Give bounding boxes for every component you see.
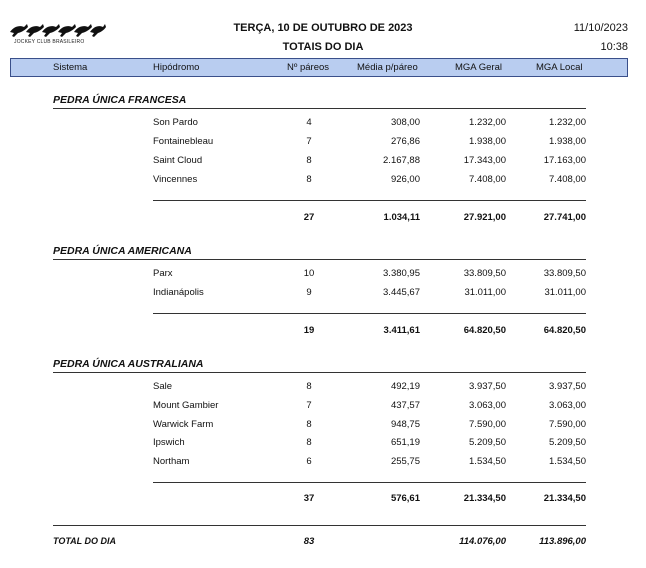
report-time: 10:38 [600, 41, 628, 53]
row-pareos: 4 [306, 117, 312, 128]
row-mga-local: 3.063,00 [549, 400, 586, 411]
row-media: 492,19 [390, 381, 420, 392]
row-media: 276,86 [390, 136, 420, 147]
row-pareos: 10 [303, 268, 315, 279]
row-mga-local: 5.209,50 [549, 437, 586, 448]
row-mga-local: 7.408,00 [549, 174, 586, 185]
grand-total-mga-local: 113.896,00 [539, 536, 586, 547]
row-media: 651,19 [390, 437, 420, 448]
row-pareos: 8 [306, 419, 312, 430]
row-pareos: 8 [306, 155, 312, 166]
section-divider [53, 108, 586, 109]
row-media: 926,00 [390, 174, 420, 185]
row-hipodromo: Mount Gambier [153, 400, 219, 411]
row-mga-geral: 17.343,00 [463, 155, 506, 166]
row-media: 437,57 [390, 400, 420, 411]
report-title: TERÇA, 10 DE OUTUBRO DE 2023 [233, 22, 413, 34]
row-hipodromo: Sale [153, 381, 173, 392]
column-header-bar [10, 58, 628, 77]
col-mga-geral: MGA Geral [455, 62, 502, 73]
row-mga-geral: 7.408,00 [469, 174, 506, 185]
section-title-australiana: PEDRA ÚNICA AUSTRALIANA [53, 358, 204, 370]
grand-total-pareos: 83 [303, 536, 315, 547]
row-mga-local: 1.232,00 [549, 117, 586, 128]
row-mga-local: 17.163,00 [543, 155, 586, 166]
col-pareos: Nº páreos [287, 62, 330, 73]
row-mga-geral: 1.232,00 [469, 117, 506, 128]
subtotal-divider [153, 482, 586, 483]
subtotal-pareos: 37 [303, 493, 315, 504]
section-title-americana: PEDRA ÚNICA AMERICANA [53, 245, 192, 257]
section-title-francesa: PEDRA ÚNICA FRANCESA [53, 94, 187, 106]
row-media: 3.445,67 [383, 287, 420, 298]
col-hipodromo: Hipódromo [153, 62, 200, 73]
row-mga-local: 3.937,50 [549, 381, 586, 392]
section-divider [53, 259, 586, 260]
row-hipodromo: Ipswich [153, 437, 185, 448]
row-mga-local: 31.011,00 [544, 287, 586, 298]
subtotal-mga-geral: 21.334,50 [463, 493, 506, 504]
row-mga-geral: 5.209,50 [469, 437, 506, 448]
row-mga-local: 7.590,00 [549, 419, 586, 430]
row-mga-geral: 3.937,50 [469, 381, 506, 392]
col-media: Média p/páreo [357, 62, 418, 73]
subtotal-mga-local: 21.334,50 [543, 493, 586, 504]
row-media: 308,00 [390, 117, 420, 128]
grand-total-mga-geral: 114.076,00 [459, 536, 506, 547]
row-mga-geral: 3.063,00 [469, 400, 506, 411]
grand-total-divider [53, 525, 586, 526]
col-sistema: Sistema [53, 62, 88, 73]
row-mga-local: 1.534,50 [549, 456, 586, 467]
row-mga-geral: 31.011,00 [464, 287, 506, 298]
subtotal-media: 576,61 [390, 493, 420, 504]
row-mga-local: 1.938,00 [549, 136, 586, 147]
logo-text: JOCKEY CLUB BRASILEIRO [14, 39, 85, 45]
section-divider [53, 372, 586, 373]
row-mga-geral: 7.590,00 [469, 419, 506, 430]
subtotal-media: 1.034,11 [383, 212, 420, 223]
row-hipodromo: Northam [153, 456, 190, 467]
subtotal-pareos: 19 [303, 325, 315, 336]
row-hipodromo: Indianápolis [153, 287, 204, 298]
report-date: 11/10/2023 [573, 22, 628, 34]
row-media: 255,75 [390, 456, 420, 467]
subtotal-divider [153, 200, 586, 201]
subtotal-mga-local: 64.820,50 [543, 325, 586, 336]
row-mga-geral: 33.809,50 [463, 268, 506, 279]
row-hipodromo: Fontainebleau [153, 136, 214, 147]
col-mga-local: MGA Local [536, 62, 583, 73]
row-media: 2.167,88 [383, 155, 420, 166]
grand-total-label: TOTAL DO DIA [53, 536, 116, 546]
row-pareos: 8 [306, 437, 312, 448]
row-media: 948,75 [390, 419, 420, 430]
subtotal-mga-geral: 27.921,00 [463, 212, 506, 223]
row-pareos: 8 [306, 381, 312, 392]
row-pareos: 9 [306, 287, 312, 298]
row-mga-geral: 1.534,50 [469, 456, 506, 467]
row-hipodromo: Parx [153, 268, 173, 279]
subtotal-media: 3.411,61 [383, 325, 420, 336]
subtotal-mga-local: 27.741,00 [543, 212, 586, 223]
row-hipodromo: Son Pardo [153, 117, 198, 128]
row-pareos: 7 [306, 400, 312, 411]
row-mga-local: 33.809,50 [543, 268, 586, 279]
row-hipodromo: Warwick Farm [153, 419, 214, 430]
row-pareos: 6 [306, 456, 312, 467]
row-pareos: 7 [306, 136, 312, 147]
subtotal-pareos: 27 [303, 212, 315, 223]
row-hipodromo: Saint Cloud [153, 155, 203, 166]
row-hipodromo: Vincennes [153, 174, 198, 185]
row-pareos: 8 [306, 174, 312, 185]
row-media: 3.380,95 [383, 268, 420, 279]
subtotal-divider [153, 313, 586, 314]
row-mga-geral: 1.938,00 [469, 136, 506, 147]
report-subtitle: TOTAIS DO DIA [282, 41, 364, 53]
subtotal-mga-geral: 64.820,50 [463, 325, 506, 336]
